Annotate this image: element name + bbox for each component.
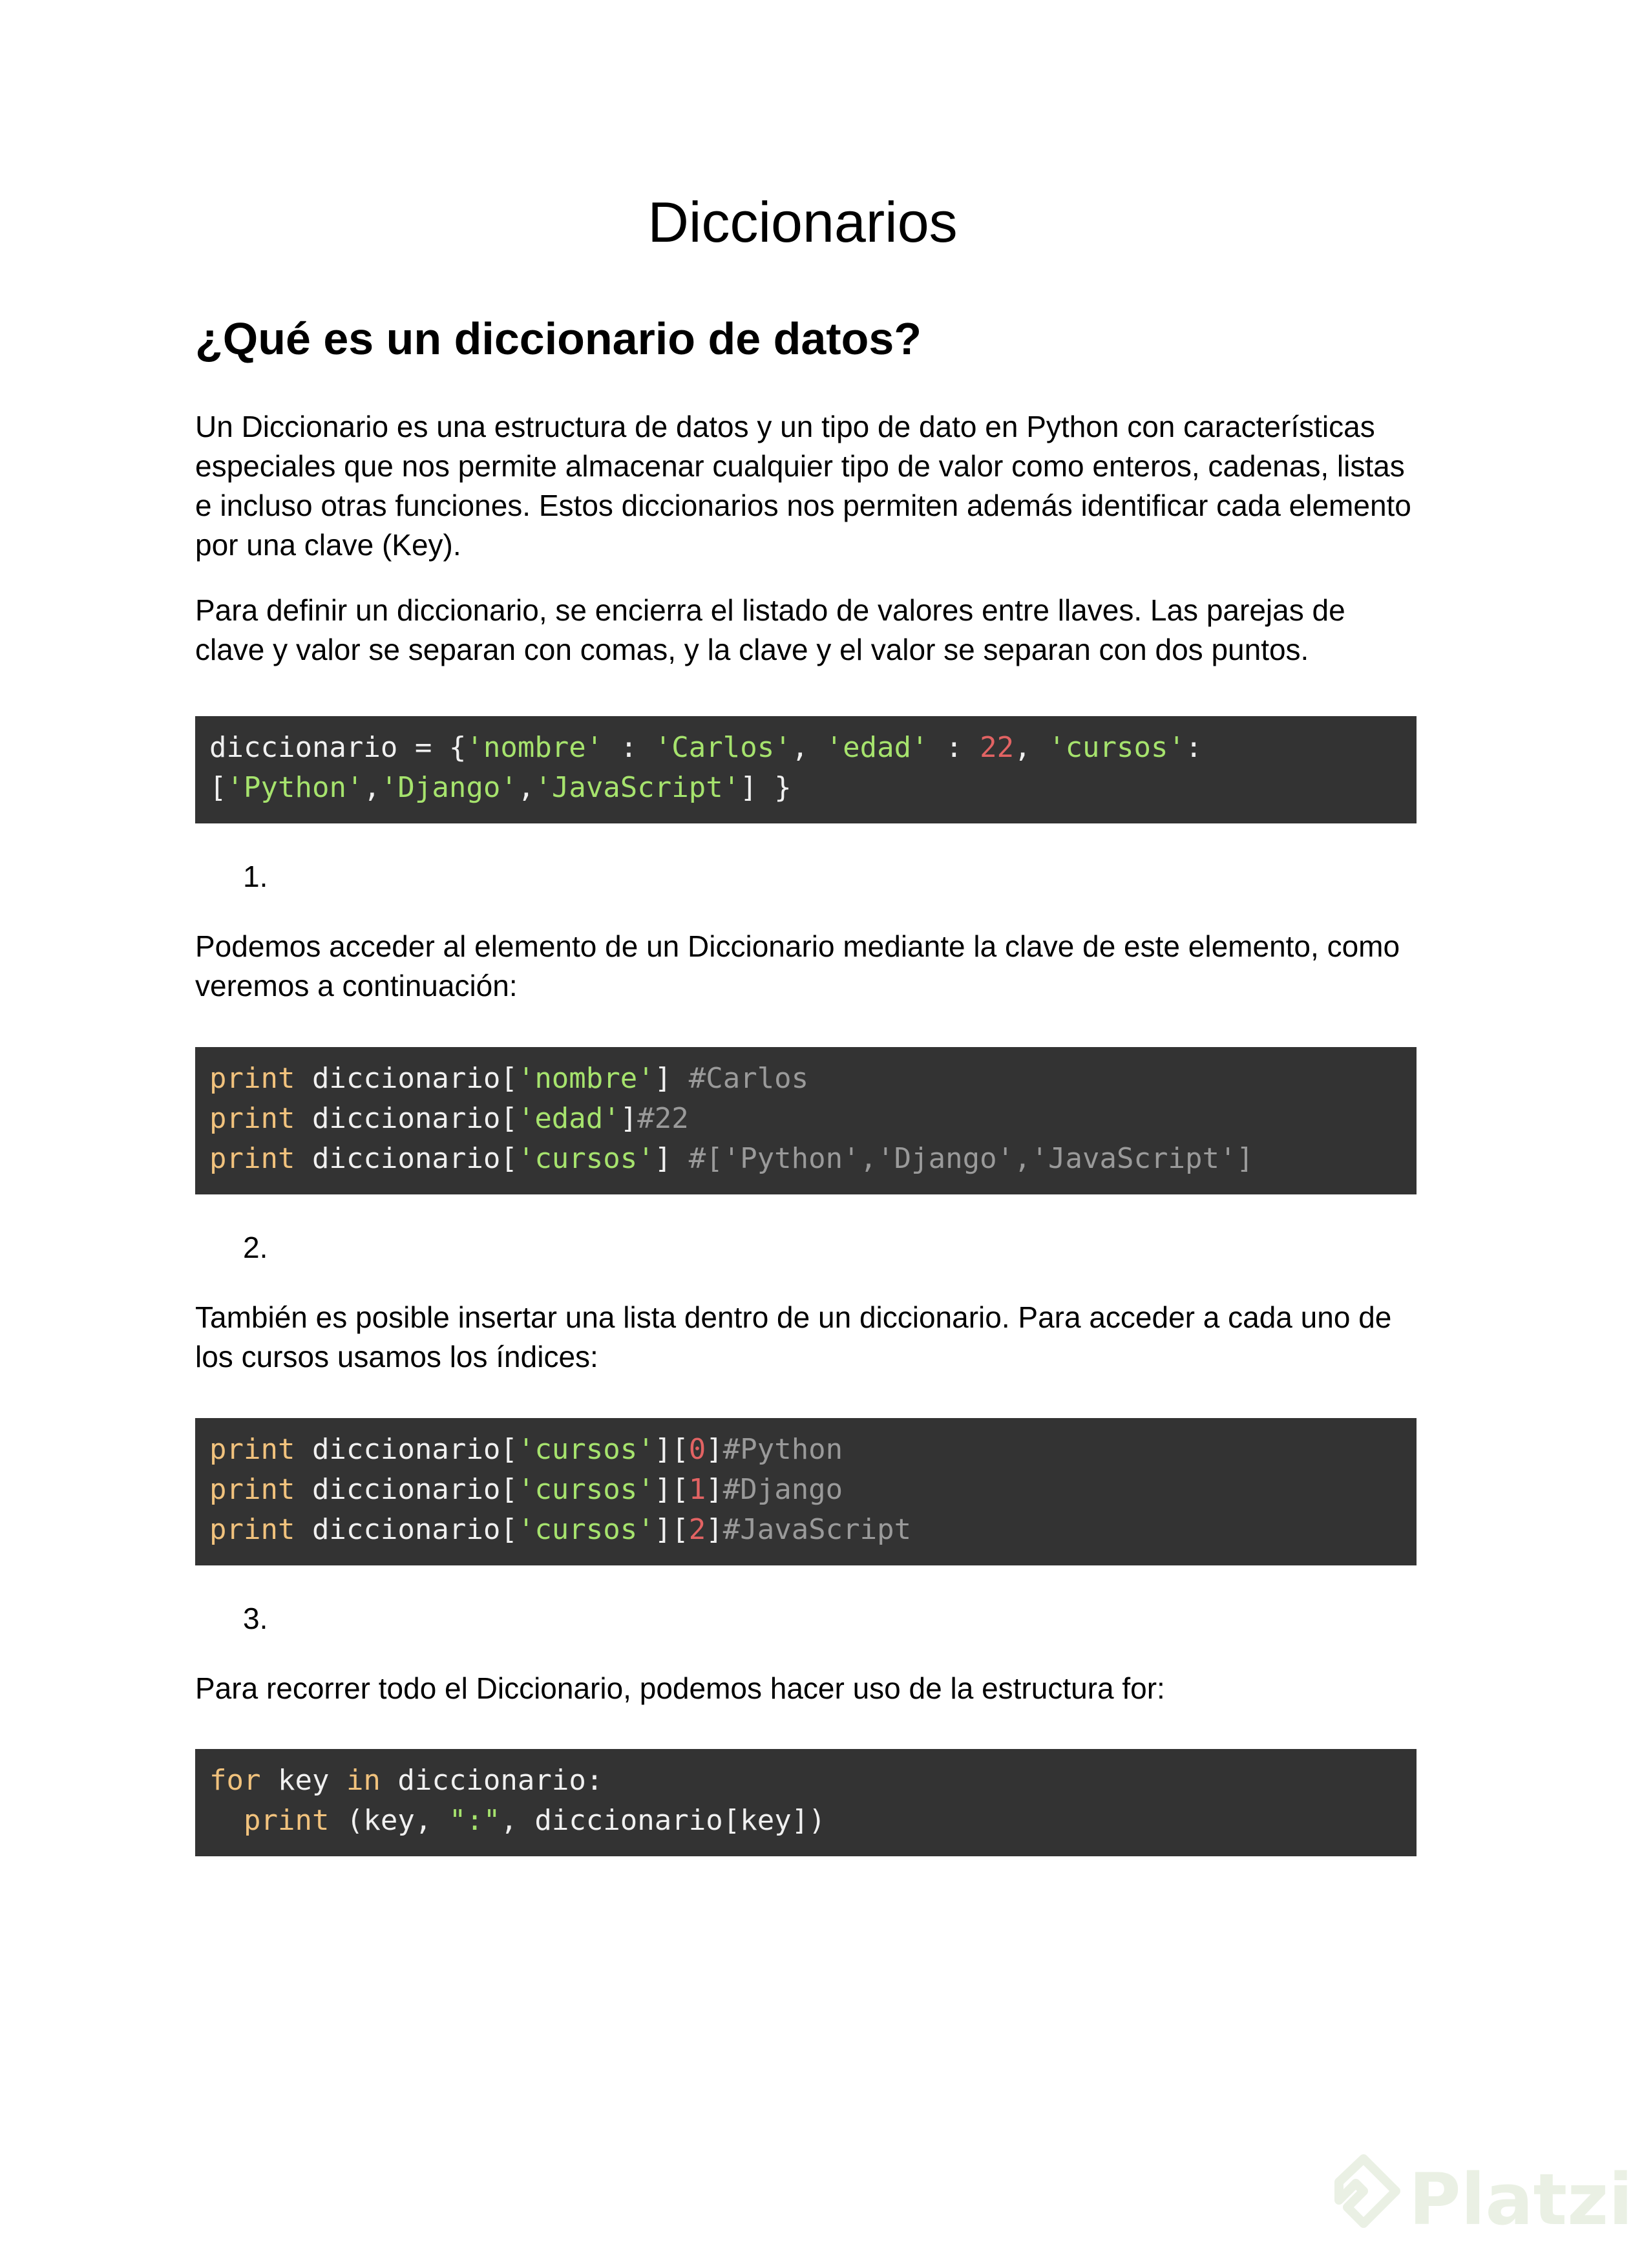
intro-paragraph: Un Diccionario es una estructura de datos y un tipo de dato en Python con características especiales que nos permite almacenar cualquier tipo de valor como enteros, cadenas, listas e incluso otras funciones. Estos diccionarios nos permiten además identificar cada elemento por una clave (Key). xyxy=(195,410,1411,562)
code-block-access xyxy=(195,1047,1417,1194)
list-number-3: 3. xyxy=(243,1602,268,1635)
code-line: print (key, ":", diccionario[key]) xyxy=(243,1804,826,1837)
platzi-watermark xyxy=(1325,2152,1633,2246)
code-block-dict-definition xyxy=(195,716,1417,823)
page-title: Diccionarios xyxy=(648,190,958,254)
platzi-wordmark: Platzi xyxy=(1409,2157,1633,2241)
list-number-2: 2. xyxy=(243,1231,268,1264)
define-paragraph: Para definir un diccionario, se encierra el listado de valores entre llaves. Las parejas de clave y valor se separan con comas, y la clave y el valor se separan con dos puntos. xyxy=(195,593,1345,666)
code-line: print diccionario['cursos'][0]#Python xyxy=(209,1433,843,1466)
list-inside-paragraph: También es posible insertar una lista dentro de un diccionario. Para acceder a cada uno de los cursos usamos los índices: xyxy=(195,1300,1392,1373)
code-block-indices xyxy=(195,1418,1417,1565)
code-line: print diccionario['cursos'][1]#Django xyxy=(209,1473,843,1506)
code-block-loop xyxy=(195,1749,1417,1856)
code-line: ['Python','Django','JavaScript'] } xyxy=(209,771,792,804)
code-line: print diccionario['edad']#22 xyxy=(209,1102,689,1135)
list-number-1: 1. xyxy=(243,860,268,893)
platzi-logo-icon xyxy=(1325,2152,1402,2246)
code-line: print diccionario['nombre'] #Carlos xyxy=(209,1062,809,1095)
code-line: print diccionario['cursos'][2]#JavaScript xyxy=(209,1513,912,1546)
code-line: for key in diccionario: xyxy=(209,1764,604,1797)
access-paragraph: Podemos acceder al elemento de un Diccionario mediante la clave de este elemento, como veremos a continuación: xyxy=(195,929,1400,1002)
code-line: print diccionario['cursos'] #['Python','Django','JavaScript'] xyxy=(209,1142,1254,1175)
section-heading: ¿Qué es un diccionario de datos? xyxy=(195,313,922,364)
loop-paragraph: Para recorrer todo el Diccionario, podemos hacer uso de la estructura for: xyxy=(195,1671,1165,1705)
code-line: diccionario = {'nombre' : 'Carlos', 'edad' : 22, 'cursos': xyxy=(209,731,1203,764)
